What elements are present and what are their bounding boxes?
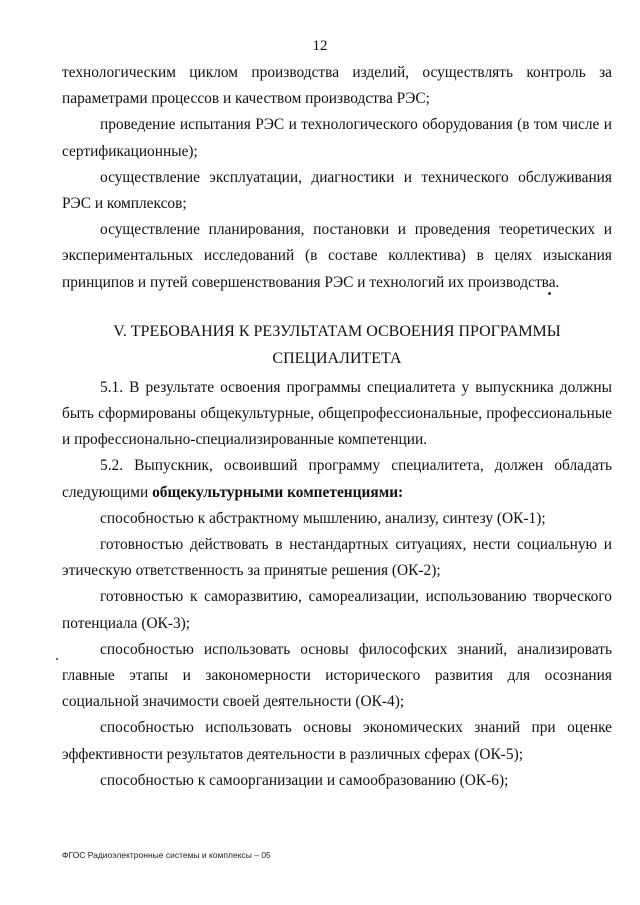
paragraph-5-2-bold: общекультурными компетенциями: bbox=[152, 483, 404, 501]
competency-ok-1: способностью к абстрактному мышлению, анализу, синтезу (ОК-1); bbox=[100, 509, 546, 527]
scan-speck bbox=[56, 658, 58, 660]
competency-ok-3: готовностью к саморазвитию, самореализации, использованию творческого потенциала (ОК-3); bbox=[62, 588, 612, 632]
paragraph-research: осуществление планирования, постановки и проведения теоретических и экспериментальных исследований (в составе коллектива) в целях изыскания принципов и путей совершенствования РЭС и технологий их производства. bbox=[62, 221, 612, 291]
paragraph-continuation: технологическим циклом производства изделий, осуществлять контроль за параметрами процессов и качеством производства РЭС; bbox=[62, 64, 612, 108]
scan-speck bbox=[548, 292, 551, 295]
paragraph-testing: проведение испытания РЭС и технологического оборудования (в том числе и сертификационные); bbox=[62, 116, 612, 160]
page-number: 12 bbox=[312, 38, 328, 54]
competency-ok-2: готовностью действовать в нестандартных ситуациях, нести социальную и этическую ответственность за принятые решения (ОК-2); bbox=[62, 536, 612, 580]
competency-ok-6: способностью к самоорганизации и самообразованию (ОК-6); bbox=[100, 771, 509, 789]
paragraph-5-2-text: 5.2. Выпускник, освоивший программу специалитета, должен обладать следующими bbox=[62, 457, 612, 501]
paragraph-5-2 bbox=[62, 453, 612, 505]
competency-ok-5: способностью использовать основы экономических знаний при оценке эффективности результатов деятельности в различных сферах (ОК-5); bbox=[62, 719, 612, 763]
document-body bbox=[62, 60, 612, 794]
competency-ok-4: способностью использовать основы философских знаний, анализировать главные этапы и закономерности исторического развития для осознания социальной значимости своей деятельности (ОК-4); bbox=[62, 640, 612, 711]
footer-note: ФГОС Радиоэлектронные системы и комплексы – 05 bbox=[62, 850, 271, 860]
paragraph-operation: осуществление эксплуатации, диагностики и технического обслуживания РЭС и комплексов; bbox=[62, 168, 612, 213]
paragraph-5-1: 5.1. В результате освоения программы специалитета у выпускника должны быть сформированы общекультурные, общепрофессиональные, профессиональные и профессионально-специализированные компетенции. bbox=[62, 378, 612, 449]
section-heading bbox=[62, 318, 612, 372]
section-heading-line2: СПЕЦИАЛИТЕТА bbox=[272, 349, 402, 367]
section-heading-line1: V. ТРЕБОВАНИЯ К РЕЗУЛЬТАТАМ ОСВОЕНИЯ ПРОГРАММЫ bbox=[113, 322, 561, 340]
